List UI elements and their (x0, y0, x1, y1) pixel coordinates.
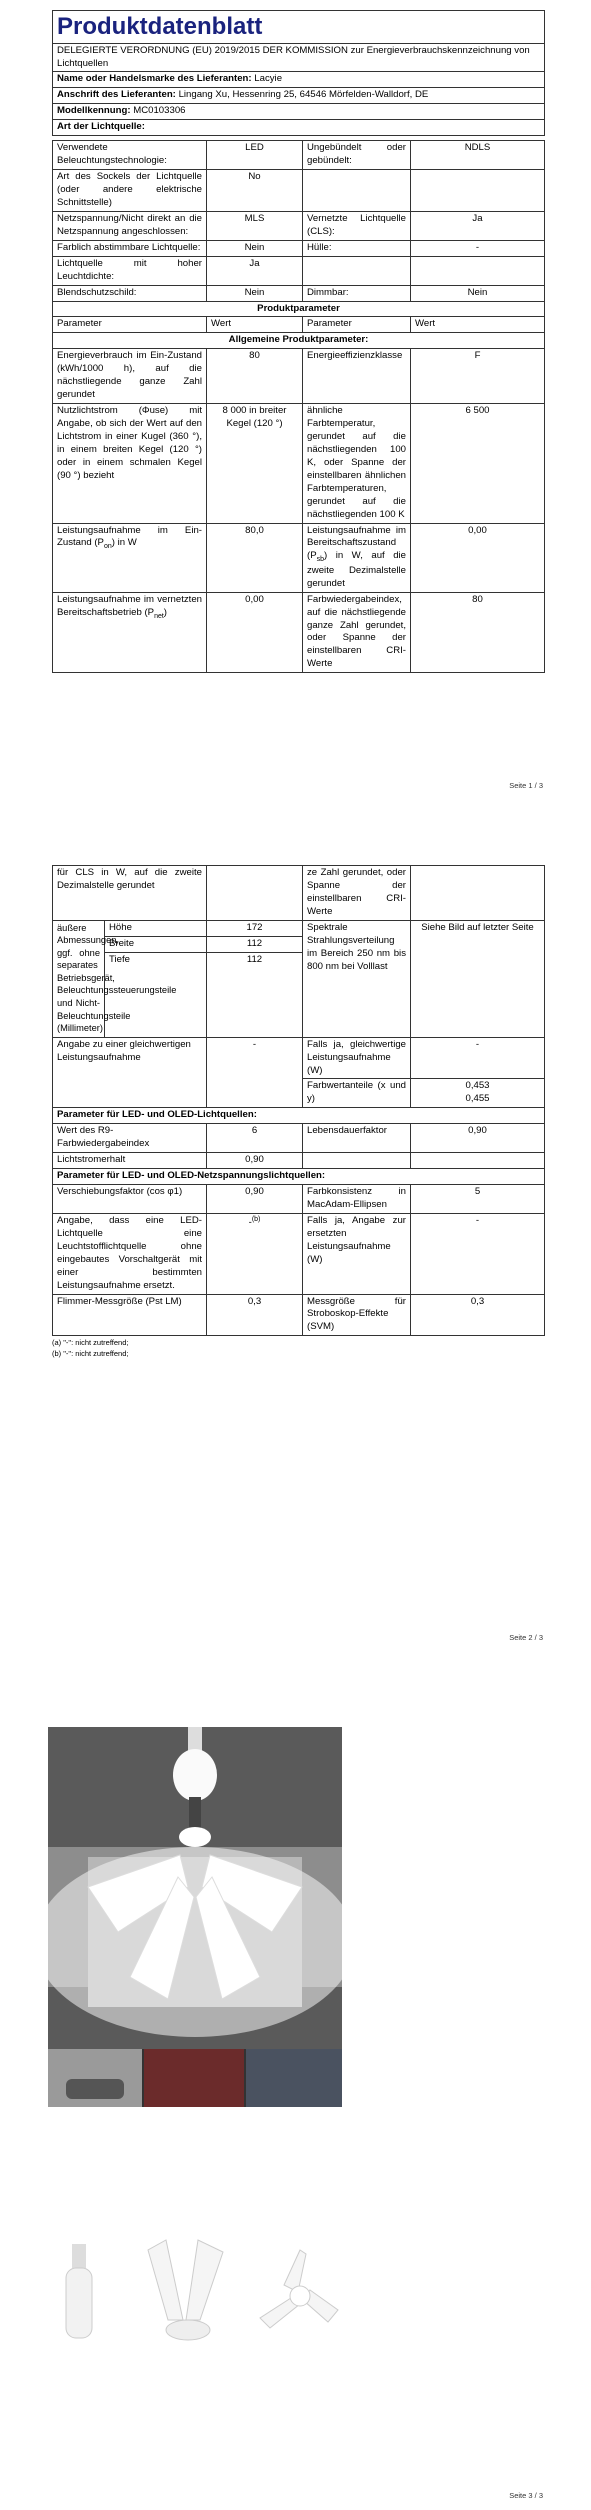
product-photo-main (48, 1727, 342, 2107)
datasheet-page-2 (52, 865, 544, 1359)
equivalent-power-value: - (411, 1037, 545, 1079)
mains-params-heading: Parameter für LED- und OLED-Netzspannungslichtquellen: (53, 1169, 545, 1185)
type-row (53, 141, 545, 170)
type-row (53, 285, 545, 301)
dim-name: Breite (105, 936, 207, 952)
type-value-left: MLS (207, 211, 303, 240)
general-param-right: ähnliche Farbtemperatur, gerundet auf die nächstliegenden 100 K, oder Spanne der einstellbaren ähnlichen Farbtemperaturen, gerundet auf die nächstliegenden 100 K (303, 404, 411, 523)
lumen-maintenance-label: Lichtstromerhalt (53, 1153, 207, 1169)
model-row (53, 104, 545, 120)
param-text-tail: ) (163, 606, 167, 618)
survival-factor-value: 0,90 (411, 1124, 545, 1153)
type-param-left: Verwendete Beleuchtungstechnologie: (53, 141, 207, 170)
page-2 (0, 795, 591, 1655)
page-1 (0, 0, 591, 795)
footnote-ref-b: (b) (251, 1215, 261, 1223)
r9-label: Wert des R9-Farbwiedergabeindex (53, 1124, 207, 1153)
replacement-power-label: Falls ja, Angabe zur ersetzten Leistungsaufnahme (W) (303, 1213, 411, 1294)
param-text-tail: ) in W (111, 537, 137, 549)
model-id: MC0103306 (133, 105, 186, 117)
survival-factor-label: Lebensdauerfaktor (303, 1124, 411, 1153)
type-param-left: Farblich abstimmbare Lichtquelle: (53, 240, 207, 256)
type-value-left: No (207, 170, 303, 212)
type-value-right: NDLS (411, 141, 545, 170)
general-param-left (53, 592, 207, 673)
general-value-left: 80 (207, 349, 303, 404)
type-value-right (411, 256, 545, 285)
footnote-a: (a) "-": nicht zutreffend; (52, 1338, 129, 1348)
type-param-right: Dimmbar: (303, 285, 411, 301)
dim-value: 172 (207, 920, 303, 936)
stroboscopic-value: 0,3 (411, 1294, 545, 1336)
general-params-heading: Allgemeine Produktparameter: (53, 333, 545, 349)
colour-consistency-label: Farbkonsistenz in MacAdam-Ellipsen (303, 1185, 411, 1214)
page-number-2: Seite 2 / 3 (509, 1633, 543, 1642)
flicker-label: Flimmer-Messgröße (Pst LM) (53, 1294, 207, 1336)
product-views (48, 2230, 348, 2350)
type-param-right (303, 256, 411, 285)
model-label: Modellkennung: (57, 105, 131, 117)
page-3 (0, 1655, 591, 2510)
general-param-left: Energieverbrauch im Ein-Zustand (kWh/1000 h), auf die nächstliegende ganze Zahl gerundet (53, 349, 207, 404)
type-value-right: Ja (411, 211, 545, 240)
general-param-right: Farbwiedergabeindex, auf die nächstliegende ganze Zahl gerundet, oder Spanne der einstellbaren CRI-Werte (303, 592, 411, 673)
param-text: Leistungsaufnahme im Ein-Zustand (P (57, 524, 202, 549)
footnote-b: (b) "-": nicht zutreffend; (52, 1348, 129, 1358)
replacement-power-value: - (411, 1213, 545, 1294)
supplier-name-row (53, 72, 545, 88)
type-value-right: Nein (411, 285, 545, 301)
stroboscopic-label: Messgröße für Stroboskop-Effekte (SVM) (303, 1294, 411, 1336)
general-param-row (53, 523, 545, 592)
param-text: Leistungsaufnahme im Bereitschaftszustand (P (307, 524, 406, 562)
light-source-type-heading: Art der Lichtquelle: (53, 120, 545, 136)
general-value-right: 6 500 (411, 404, 545, 523)
type-param-left: Art des Sockels der Lichtquelle (oder andere elektrische Schnittstelle) (53, 170, 207, 212)
dim-value: 112 (207, 936, 303, 952)
lumen-maintenance-value: 0,90 (207, 1153, 303, 1169)
general-value-right: 80 (411, 592, 545, 673)
flicker-value: 0,3 (207, 1294, 303, 1336)
type-param-left: Lichtquelle mit hoher Leuchtdichte: (53, 256, 207, 285)
type-row (53, 256, 545, 285)
page-title: Produktdatenblatt (53, 11, 545, 44)
chromaticity-label: Farbwertanteile (x und y) (303, 1079, 411, 1108)
general-param-left: Nutzlichtstrom (Φuse) mit Angabe, ob sich der Wert auf den Lichtstrom in einer Kugel (360 °), in einem breiten Kegel (120 °) oder in einem schmalen Kegel (90 °) bezieht (53, 404, 207, 523)
supplier-name: Lacyie (254, 73, 283, 85)
r9-value: 6 (207, 1124, 303, 1153)
displacement-factor-label: Verschiebungsfaktor (cos φ1) (53, 1185, 207, 1214)
type-row (53, 170, 545, 212)
page-number-1: Seite 1 / 3 (509, 781, 543, 790)
product-view-folded (66, 2244, 92, 2338)
col-param-1: Parameter (53, 317, 207, 333)
type-value-left: Nein (207, 240, 303, 256)
dim-name: Höhe (105, 920, 207, 936)
equivalent-power-indicator-label: Angabe zu einer gleichwertigen Leistungsaufnahme (53, 1037, 207, 1108)
spectral-label: Spektrale Strahlungsverteilung im Bereich 250 nm bis 800 nm bei Volllast (303, 920, 411, 1037)
params-heading: Produktparameter (53, 301, 545, 317)
fluorescent-replacement-label: Angabe, dass eine LED-Lichtquelle eine Leuchtstofflichtquelle ohne eingebautes Vorschaltgerät mit einer bestimmten Leistungsaufnahme ersetzt. (53, 1213, 207, 1294)
supplier-address-label: Anschrift des Lieferanten: (57, 89, 176, 101)
type-row (53, 211, 545, 240)
page-number-3: Seite 3 / 3 (509, 2491, 543, 2500)
type-param-left: Blendschutzschild: (53, 285, 207, 301)
header-table (52, 10, 545, 136)
type-value-right (411, 170, 545, 212)
footnotes (52, 1338, 544, 1359)
product-view-side (148, 2240, 223, 2340)
type-row (53, 240, 545, 256)
type-param-left: Netzspannung/Nicht direkt an die Netzspannung angeschlossen: (53, 211, 207, 240)
equivalent-power-label: Falls ja, gleichwertige Leistungsaufnahme (W) (303, 1037, 411, 1079)
general-param-row (53, 404, 545, 523)
chromaticity-y: 0,455 (465, 1093, 490, 1105)
type-value-left: Ja (207, 256, 303, 285)
param-text: Leistungsaufnahme im vernetzten Bereitschaftsbetrieb (P (57, 593, 202, 618)
type-value-left: LED (207, 141, 303, 170)
type-value-left: Nein (207, 285, 303, 301)
type-value-right: - (411, 240, 545, 256)
regulation-text: DELEGIERTE VERORDNUNG (EU) 2019/2015 DER KOMMISSION zur Energieverbrauchskennzeichnung von Lichtquellen (53, 43, 545, 72)
general-value-left: 80,0 (207, 523, 303, 592)
general-param-right (303, 523, 411, 592)
dim-value: 112 (207, 952, 303, 1037)
continued-left-cell: für CLS in W, auf die zweite Dezimalstelle gerundet (53, 866, 207, 921)
colour-consistency-value: 5 (411, 1185, 545, 1214)
product-view-open (260, 2250, 338, 2328)
type-param-right: Ungebündelt oder gebündelt: (303, 141, 411, 170)
general-param-row (53, 592, 545, 673)
param-subscript: sb (316, 556, 324, 564)
general-value-left: 0,00 (207, 592, 303, 673)
fluorescent-replacement-dash: - (248, 1217, 252, 1229)
param-subscript: on (103, 543, 112, 551)
general-value-left: 8 000 in breiter Kegel (120 °) (207, 404, 303, 523)
general-value-right: F (411, 349, 545, 404)
fluorescent-replacement-value (207, 1213, 303, 1294)
continued-right-cell: ze Zahl gerundet, oder Spanne der einstellbaren CRI-Werte (303, 866, 411, 921)
chromaticity-x: 0,453 (465, 1080, 490, 1092)
general-param-row (53, 349, 545, 404)
type-param-right: Hülle: (303, 240, 411, 256)
dimensions-label: äußere Abmessungen, ggf. ohne separates Betriebsgerät, Beleuchtungssteuerungsteile und Nicht-Beleuchtungsteile (Millimeter) (53, 920, 105, 1037)
params-table-continued (52, 865, 545, 1336)
garage-light-illustration (48, 1727, 342, 2107)
param-subscript: net (154, 612, 164, 620)
type-param-right (303, 170, 411, 212)
general-param-left (53, 523, 207, 592)
spectral-value: Siehe Bild auf letzter Seite (411, 920, 545, 1037)
supplier-name-label: Name oder Handelsmarke des Lieferanten: (57, 73, 252, 85)
param-text-tail: ) in W, auf die zweite Dezimalstelle gerundet (307, 550, 406, 589)
supplier-address: Lingang Xu, Hessenring 25, 64546 Mörfelden-Walldorf, DE (178, 89, 429, 101)
dim-name: Tiefe (105, 952, 207, 1037)
type-param-right: Vernetzte Lichtquelle (CLS): (303, 211, 411, 240)
led-params-heading: Parameter für LED- und OLED-Lichtquellen: (53, 1108, 545, 1124)
col-param-2: Parameter (303, 317, 411, 333)
displacement-factor-value: 0,90 (207, 1185, 303, 1214)
type-table (52, 140, 545, 673)
general-value-right: 0,00 (411, 523, 545, 592)
datasheet-page-1 (52, 10, 544, 673)
chromaticity-values (411, 1079, 545, 1108)
equivalent-power-indicator-value: - (207, 1037, 303, 1108)
general-param-right: Energieeffizienzklasse (303, 349, 411, 404)
col-value-2: Wert (411, 317, 545, 333)
col-value-1: Wert (207, 317, 303, 333)
supplier-address-row (53, 88, 545, 104)
